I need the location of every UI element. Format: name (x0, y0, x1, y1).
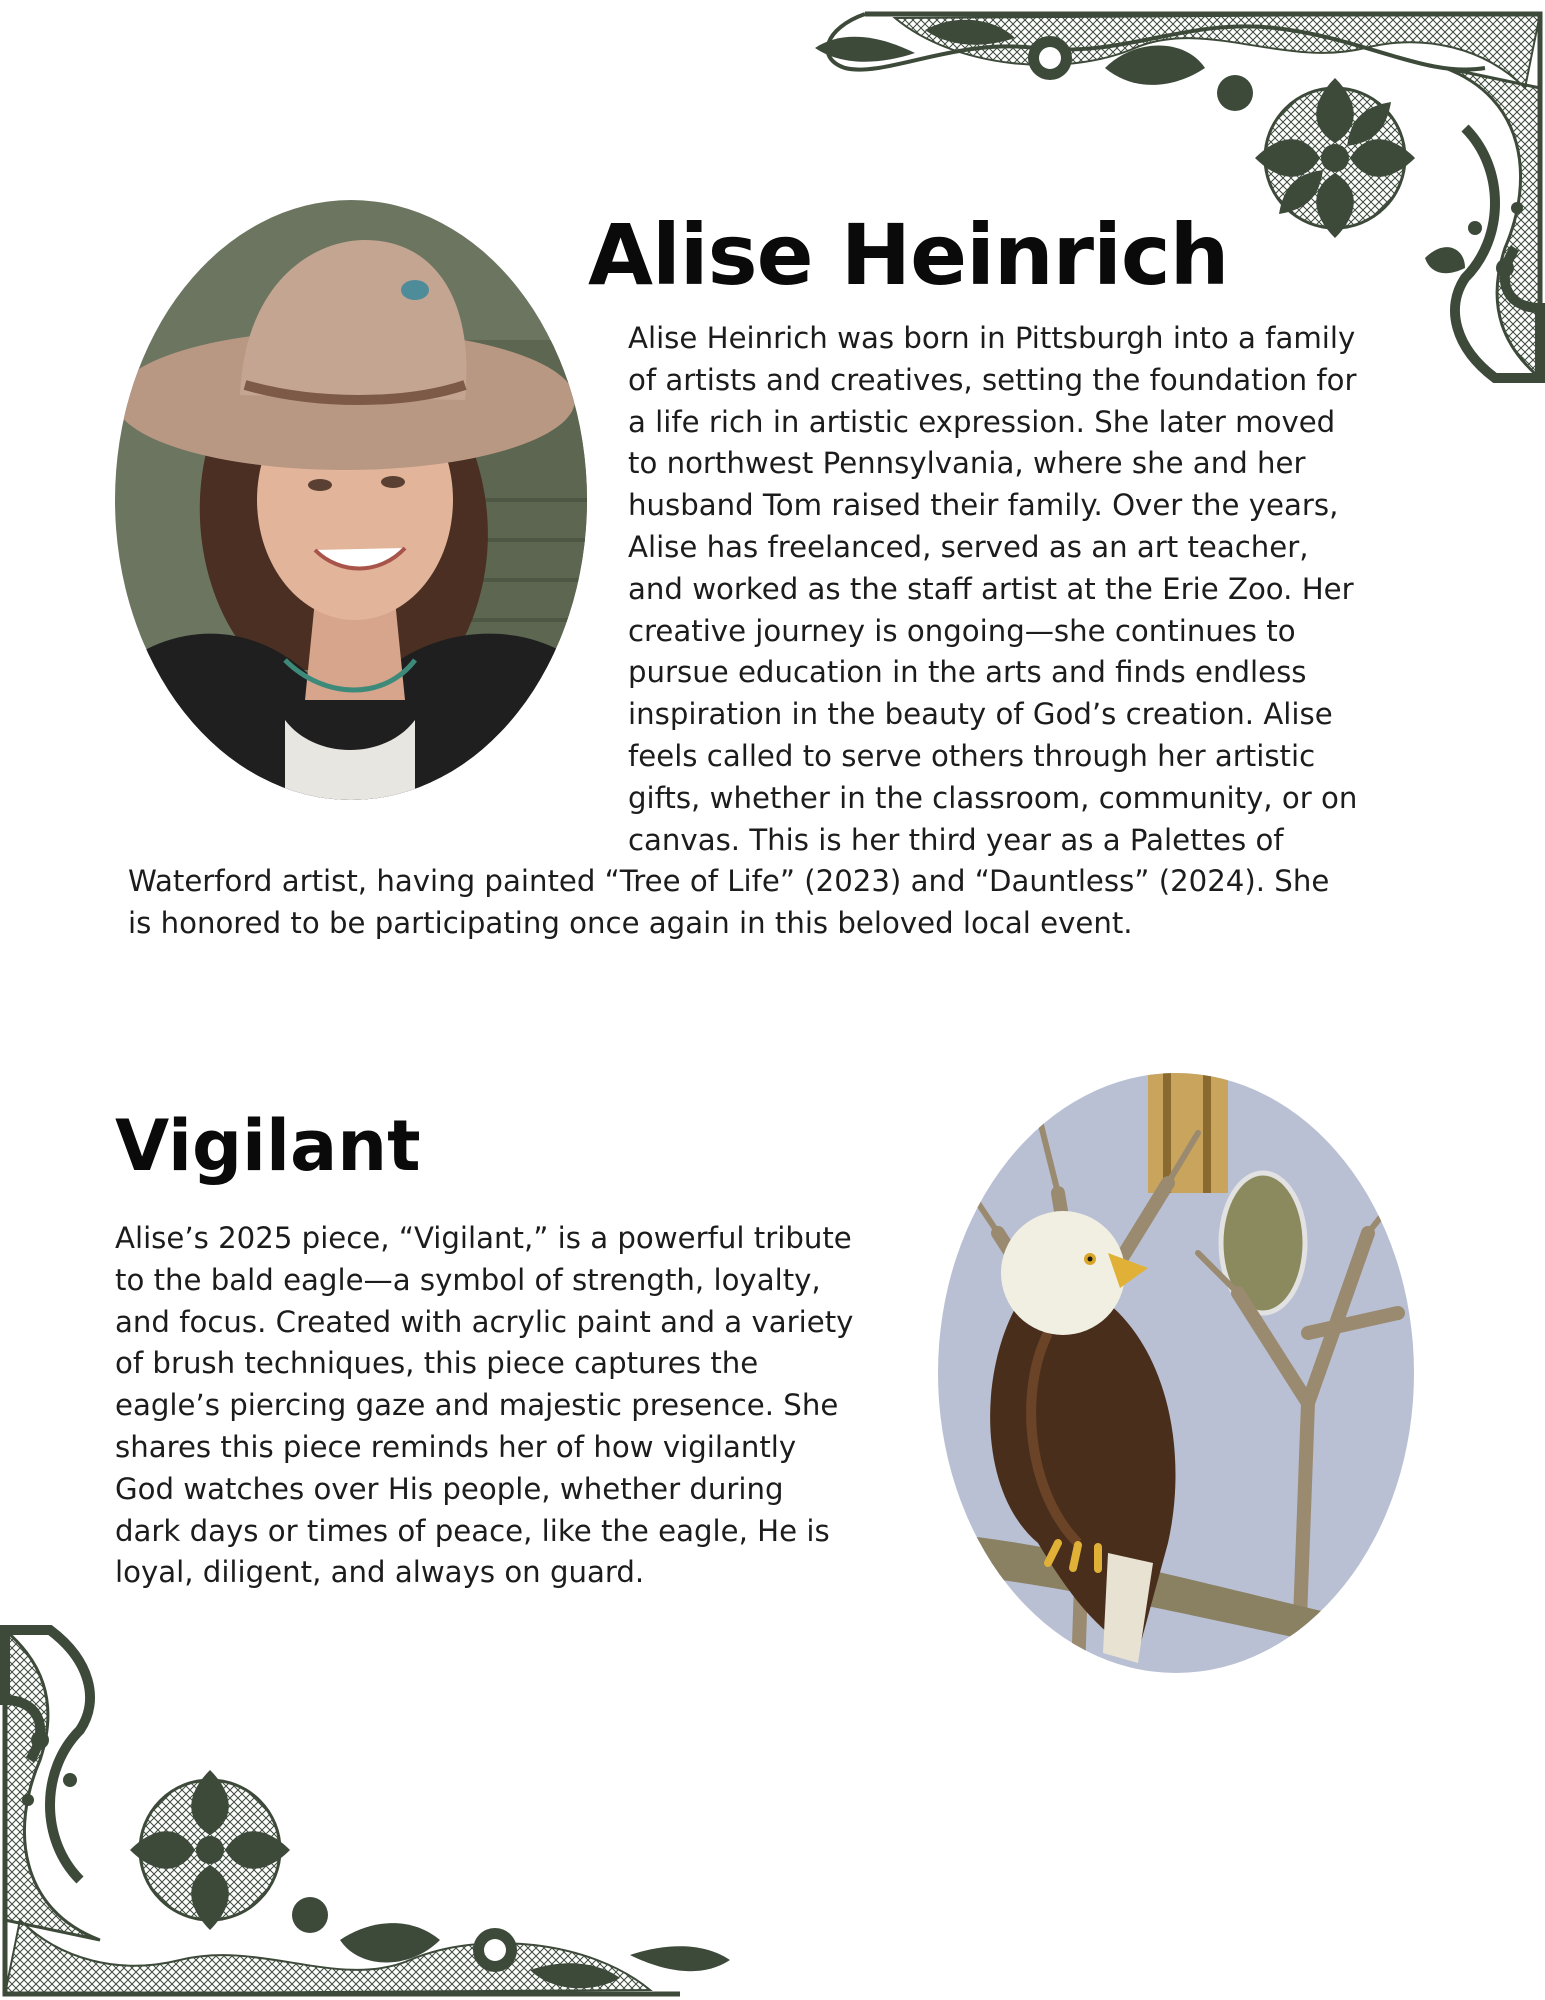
artist-name-heading: Alise Heinrich (588, 206, 1229, 304)
artwork-title-heading: Vigilant (115, 1105, 421, 1187)
artwork-painting-image (938, 1073, 1414, 1673)
artwork-description-text: Alise’s 2025 piece, “Vigilant,” is a powerful tribute to the bald eagle—a symbol of strength, loyalty, and focus. Created with acrylic paint and a variety of brush techniques, this piece captures the eagle’s piercing gaze and majestic presence. She shares this piece reminds her of how vigilantly God watches over His people, whether during dark days or times of peace, like the eagle, He is loyal, diligent, and always on guard. (115, 1221, 854, 1590)
lace-flourish-icon (0, 1620, 740, 2000)
portrait-wrap-spacer (128, 318, 628, 828)
artist-bio-block (128, 318, 1358, 945)
artist-bio-text: Alise Heinrich was born in Pittsburgh into a family of artists and creatives, setting the foundation for a life rich in artistic expression. She later moved to northwest Pennsylvania, where she and her husband Tom raised their family. Over the years, Alise has freelanced, served as an art teacher, and worked as the staff artist at the Erie Zoo. Her creative journey is ongoing—she continues to pursue education in the arts and finds endless inspiration in the beauty of God’s creation. Alise feels called to serve others through her artistic gifts, whether in the classroom, community, or on canvas. This is her third year as a Palettes of Waterford artist, having painted “Tree of Life” (2023) and “Dauntless” (2024). She is honored to be participating once again in this beloved local event. (128, 321, 1358, 941)
eagle-painting-icon (938, 1073, 1414, 1673)
lace-corner-ornament-bottom-left (0, 1620, 740, 2000)
